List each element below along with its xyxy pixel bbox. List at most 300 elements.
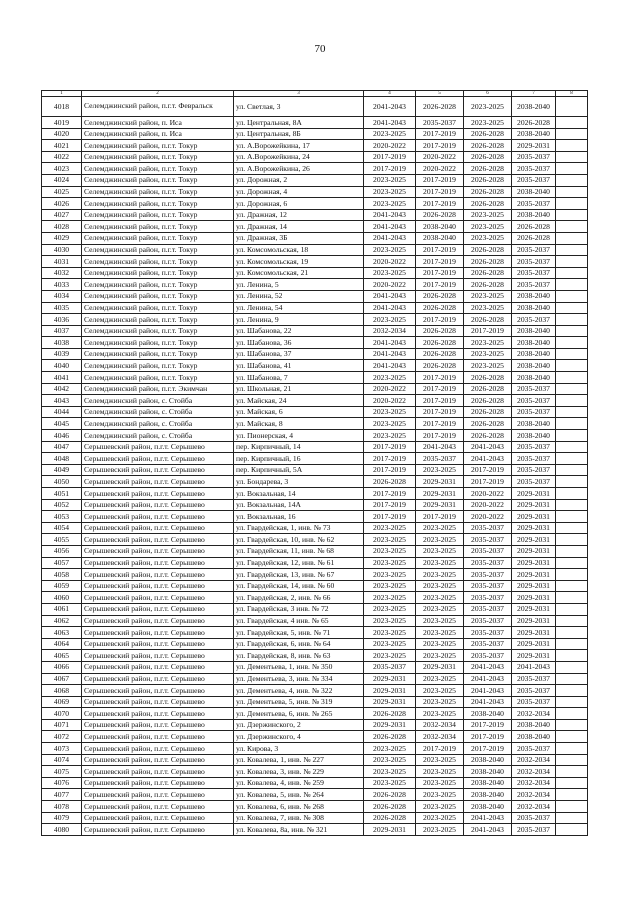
period-cell: 2017-2019 bbox=[464, 464, 512, 476]
table-row bbox=[42, 731, 588, 743]
table-row bbox=[42, 453, 588, 465]
street-address-cell: ул. Гвардейская, 5, инв. № 71 bbox=[234, 627, 364, 639]
table-row bbox=[42, 801, 588, 813]
row-number-cell: 4032 bbox=[42, 267, 82, 279]
period-cell: 2038-2040 bbox=[464, 754, 512, 766]
street-address-cell: ул. Гвардейская, 10, инв. № 62 bbox=[234, 534, 364, 546]
period-cell: 2023-2025 bbox=[364, 186, 416, 198]
street-address-cell: ул. Дражная, 14 bbox=[234, 221, 364, 233]
street-address-cell: пер. Кирпичный, 5А bbox=[234, 464, 364, 476]
period-cell: 2026-2028 bbox=[464, 267, 512, 279]
period-cell: 2017-2019 bbox=[416, 267, 464, 279]
period-cell: 2041-2043 bbox=[364, 117, 416, 129]
empty-cell bbox=[556, 511, 588, 523]
empty-cell bbox=[556, 708, 588, 720]
street-address-cell: ул. Вокзальная, 14А bbox=[234, 499, 364, 511]
table-row bbox=[42, 97, 588, 117]
period-cell: 2023-2025 bbox=[464, 209, 512, 221]
period-cell: 2038-2040 bbox=[512, 186, 556, 198]
table-row bbox=[42, 348, 588, 360]
street-address-cell: ул. Гвардейская, 8, инв. № 63 bbox=[234, 650, 364, 662]
address-locality-cell: Серышевский район, п.г.т. Серышево bbox=[82, 592, 234, 604]
row-number-cell: 4052 bbox=[42, 499, 82, 511]
empty-cell bbox=[556, 314, 588, 326]
street-address-cell: ул. Дементьева, 3, инв. № 334 bbox=[234, 673, 364, 685]
period-cell: 2029-2031 bbox=[512, 569, 556, 581]
period-cell: 2026-2028 bbox=[464, 256, 512, 268]
row-number-cell: 4037 bbox=[42, 325, 82, 337]
address-locality-cell: Серышевский район, п.г.т. Серышево bbox=[82, 522, 234, 534]
period-cell: 2017-2019 bbox=[416, 383, 464, 395]
period-cell: 2017-2019 bbox=[416, 279, 464, 291]
period-cell: 2035-2037 bbox=[464, 545, 512, 557]
empty-cell bbox=[556, 418, 588, 430]
period-cell: 2029-2031 bbox=[512, 603, 556, 615]
period-cell: 2029-2031 bbox=[364, 685, 416, 697]
period-cell: 2035-2037 bbox=[512, 464, 556, 476]
period-cell: 2026-2028 bbox=[416, 325, 464, 337]
period-cell: 2038-2040 bbox=[512, 360, 556, 372]
address-locality-cell: Селемджинский район, п.г.т. Токур bbox=[82, 337, 234, 349]
table-row bbox=[42, 777, 588, 789]
period-cell: 2017-2019 bbox=[416, 244, 464, 256]
table-row bbox=[42, 174, 588, 186]
table-row bbox=[42, 314, 588, 326]
period-cell: 2041-2043 bbox=[364, 348, 416, 360]
empty-cell bbox=[556, 754, 588, 766]
row-number-cell: 4072 bbox=[42, 731, 82, 743]
period-cell: 2023-2025 bbox=[364, 603, 416, 615]
row-number-cell: 4059 bbox=[42, 580, 82, 592]
period-cell: 2038-2040 bbox=[464, 801, 512, 813]
column-number: 3 bbox=[234, 91, 364, 97]
street-address-cell: ул. Ленина, 54 bbox=[234, 302, 364, 314]
period-cell: 2041-2043 bbox=[464, 673, 512, 685]
street-address-cell: ул. Дзержинского, 4 bbox=[234, 731, 364, 743]
row-number-cell: 4023 bbox=[42, 163, 82, 175]
table-row bbox=[42, 221, 588, 233]
row-number-cell: 4026 bbox=[42, 198, 82, 210]
period-cell: 2023-2025 bbox=[364, 592, 416, 604]
period-cell: 2038-2040 bbox=[464, 766, 512, 778]
row-number-cell: 4044 bbox=[42, 406, 82, 418]
row-number-cell: 4025 bbox=[42, 186, 82, 198]
period-cell: 2017-2019 bbox=[416, 198, 464, 210]
empty-cell bbox=[556, 522, 588, 534]
table-row bbox=[42, 418, 588, 430]
period-cell: 2023-2025 bbox=[416, 464, 464, 476]
period-cell: 2023-2025 bbox=[364, 743, 416, 755]
address-locality-cell: Селемджинский район, с. Стойба bbox=[82, 430, 234, 442]
row-number-cell: 4080 bbox=[42, 824, 82, 836]
row-number-cell: 4053 bbox=[42, 511, 82, 523]
period-cell: 2023-2025 bbox=[416, 569, 464, 581]
period-cell: 2023-2025 bbox=[416, 627, 464, 639]
row-number-cell: 4079 bbox=[42, 812, 82, 824]
street-address-cell: пер. Кирпичный, 14 bbox=[234, 441, 364, 453]
table-row bbox=[42, 441, 588, 453]
period-cell: 2029-2031 bbox=[364, 824, 416, 836]
address-locality-cell: Серышевский район, п.г.т. Серышево bbox=[82, 650, 234, 662]
period-cell: 2017-2019 bbox=[364, 488, 416, 500]
street-address-cell: ул. Кирова, 3 bbox=[234, 743, 364, 755]
address-locality-cell: Серышевский район, п.г.т. Серышево bbox=[82, 499, 234, 511]
period-cell: 2035-2037 bbox=[464, 592, 512, 604]
row-number-cell: 4033 bbox=[42, 279, 82, 291]
street-address-cell: ул. Комсомольская, 19 bbox=[234, 256, 364, 268]
period-cell: 2035-2037 bbox=[512, 406, 556, 418]
period-cell: 2041-2043 bbox=[364, 302, 416, 314]
period-cell: 2020-2022 bbox=[416, 151, 464, 163]
street-address-cell: ул. Шабанова, 36 bbox=[234, 337, 364, 349]
row-number-cell: 4019 bbox=[42, 117, 82, 129]
period-cell: 2035-2037 bbox=[512, 696, 556, 708]
period-cell: 2023-2025 bbox=[464, 360, 512, 372]
row-number-cell: 4067 bbox=[42, 673, 82, 685]
street-address-cell: ул. Центральная, 8Б bbox=[234, 128, 364, 140]
empty-cell bbox=[556, 325, 588, 337]
period-cell: 2023-2025 bbox=[364, 314, 416, 326]
period-cell: 2035-2037 bbox=[512, 151, 556, 163]
period-cell: 2020-2022 bbox=[464, 488, 512, 500]
period-cell: 2023-2025 bbox=[416, 824, 464, 836]
street-address-cell: ул. Ковалева, 5, инв. № 264 bbox=[234, 789, 364, 801]
empty-cell bbox=[556, 186, 588, 198]
empty-cell bbox=[556, 430, 588, 442]
table-row bbox=[42, 290, 588, 302]
street-address-cell: ул. Гвардейская, 1, инв. № 73 bbox=[234, 522, 364, 534]
period-cell: 2023-2025 bbox=[416, 603, 464, 615]
period-cell: 2017-2019 bbox=[416, 140, 464, 152]
period-cell: 2035-2037 bbox=[464, 569, 512, 581]
address-locality-cell: Селемджинский район, п.г.т. Токур bbox=[82, 279, 234, 291]
address-locality-cell: Селемджинский район, п.г.т. Токур bbox=[82, 221, 234, 233]
period-cell: 2023-2025 bbox=[364, 766, 416, 778]
period-cell: 2026-2028 bbox=[464, 163, 512, 175]
period-cell: 2026-2028 bbox=[416, 302, 464, 314]
period-cell: 2020-2022 bbox=[464, 511, 512, 523]
address-locality-cell: Селемджинский район, п.г.т. Токур bbox=[82, 151, 234, 163]
period-cell: 2029-2031 bbox=[512, 580, 556, 592]
period-cell: 2023-2025 bbox=[364, 777, 416, 789]
street-address-cell: ул. Пионерская, 4 bbox=[234, 430, 364, 442]
street-address-cell: ул. А.Ворожейкина, 26 bbox=[234, 163, 364, 175]
address-locality-cell: Селемджинский район, п.г.т. Токур bbox=[82, 302, 234, 314]
period-cell: 2029-2031 bbox=[416, 476, 464, 488]
table-row bbox=[42, 302, 588, 314]
period-cell: 2032-2034 bbox=[512, 777, 556, 789]
address-locality-cell: Селемджинский район, п.г.т. Экимчан bbox=[82, 383, 234, 395]
period-cell: 2026-2028 bbox=[464, 140, 512, 152]
empty-cell bbox=[556, 395, 588, 407]
address-locality-cell: Серышевский район, п.г.т. Серышево bbox=[82, 731, 234, 743]
period-cell: 2020-2022 bbox=[364, 256, 416, 268]
table-row bbox=[42, 708, 588, 720]
table-row bbox=[42, 151, 588, 163]
period-cell: 2041-2043 bbox=[464, 824, 512, 836]
period-cell: 2035-2037 bbox=[512, 812, 556, 824]
row-number-cell: 4058 bbox=[42, 569, 82, 581]
period-cell: 2017-2019 bbox=[464, 476, 512, 488]
period-cell: 2023-2025 bbox=[464, 97, 512, 117]
row-number-cell: 4030 bbox=[42, 244, 82, 256]
period-cell: 2017-2019 bbox=[464, 731, 512, 743]
address-locality-cell: Серышевский район, п.г.т. Серышево bbox=[82, 511, 234, 523]
address-locality-cell: Селемджинский район, п.г.т. Токур bbox=[82, 174, 234, 186]
period-cell: 2041-2043 bbox=[464, 696, 512, 708]
period-cell: 2017-2019 bbox=[364, 499, 416, 511]
period-cell: 2026-2028 bbox=[464, 430, 512, 442]
empty-cell bbox=[556, 140, 588, 152]
column-number: 1 bbox=[42, 91, 82, 97]
period-cell: 2023-2025 bbox=[416, 638, 464, 650]
street-address-cell: ул. Комсомольская, 21 bbox=[234, 267, 364, 279]
street-address-cell: ул. Дражная, 3Б bbox=[234, 232, 364, 244]
address-locality-cell: Селемджинский район, п.г.т. Токур bbox=[82, 140, 234, 152]
street-address-cell: ул. Гвардейская, 11, инв. № 68 bbox=[234, 545, 364, 557]
empty-cell bbox=[556, 383, 588, 395]
empty-cell bbox=[556, 638, 588, 650]
period-cell: 2032-2034 bbox=[416, 731, 464, 743]
period-cell: 2035-2037 bbox=[512, 174, 556, 186]
empty-cell bbox=[556, 824, 588, 836]
address-locality-cell: Серышевский район, п.г.т. Серышево bbox=[82, 824, 234, 836]
period-cell: 2020-2022 bbox=[464, 499, 512, 511]
period-cell: 2029-2031 bbox=[512, 534, 556, 546]
period-cell: 2029-2031 bbox=[512, 140, 556, 152]
row-number-cell: 4040 bbox=[42, 360, 82, 372]
period-cell: 2035-2037 bbox=[512, 743, 556, 755]
table-row bbox=[42, 522, 588, 534]
empty-cell bbox=[556, 372, 588, 384]
period-cell: 2023-2025 bbox=[416, 766, 464, 778]
empty-cell bbox=[556, 198, 588, 210]
empty-cell bbox=[556, 464, 588, 476]
address-locality-cell: Серышевский район, п.г.т. Серышево bbox=[82, 476, 234, 488]
empty-cell bbox=[556, 360, 588, 372]
row-number-cell: 4070 bbox=[42, 708, 82, 720]
street-address-cell: ул. Комсомольская, 18 bbox=[234, 244, 364, 256]
row-number-cell: 4042 bbox=[42, 383, 82, 395]
period-cell: 2026-2028 bbox=[416, 97, 464, 117]
period-cell: 2023-2025 bbox=[416, 789, 464, 801]
row-number-cell: 4027 bbox=[42, 209, 82, 221]
table-row bbox=[42, 279, 588, 291]
period-cell: 2035-2037 bbox=[416, 117, 464, 129]
period-cell: 2029-2031 bbox=[512, 592, 556, 604]
period-cell: 2017-2019 bbox=[416, 418, 464, 430]
street-address-cell: ул. Майская, 6 bbox=[234, 406, 364, 418]
table-row bbox=[42, 209, 588, 221]
row-number-cell: 4024 bbox=[42, 174, 82, 186]
table-row bbox=[42, 812, 588, 824]
table-row bbox=[42, 673, 588, 685]
street-address-cell: ул. Ленина, 9 bbox=[234, 314, 364, 326]
row-number-cell: 4055 bbox=[42, 534, 82, 546]
address-locality-cell: Серышевский район, п.г.т. Серышево bbox=[82, 580, 234, 592]
period-cell: 2023-2025 bbox=[464, 232, 512, 244]
table-row bbox=[42, 650, 588, 662]
empty-cell bbox=[556, 673, 588, 685]
period-cell: 2029-2031 bbox=[512, 488, 556, 500]
period-cell: 2035-2037 bbox=[512, 267, 556, 279]
row-number-cell: 4076 bbox=[42, 777, 82, 789]
column-number: 2 bbox=[82, 91, 234, 97]
table-row bbox=[42, 163, 588, 175]
column-number: 8 bbox=[556, 91, 588, 97]
address-locality-cell: Серышевский район, п.г.т. Серышево bbox=[82, 627, 234, 639]
street-address-cell: ул. Ковалева, 4, инв. № 259 bbox=[234, 777, 364, 789]
empty-cell bbox=[556, 719, 588, 731]
row-number-cell: 4061 bbox=[42, 603, 82, 615]
period-cell: 2023-2025 bbox=[364, 615, 416, 627]
period-cell: 2041-2043 bbox=[416, 441, 464, 453]
period-cell: 2023-2025 bbox=[364, 627, 416, 639]
address-locality-cell: Серышевский район, п.г.т. Серышево bbox=[82, 743, 234, 755]
table-row bbox=[42, 198, 588, 210]
street-address-cell: ул. Майская, 8 bbox=[234, 418, 364, 430]
column-number: 7 bbox=[512, 91, 556, 97]
period-cell: 2038-2040 bbox=[512, 290, 556, 302]
table-row bbox=[42, 476, 588, 488]
empty-cell bbox=[556, 232, 588, 244]
row-number-cell: 4041 bbox=[42, 372, 82, 384]
period-cell: 2041-2043 bbox=[364, 360, 416, 372]
period-cell: 2035-2037 bbox=[464, 522, 512, 534]
row-number-cell: 4039 bbox=[42, 348, 82, 360]
address-locality-cell: Селемджинский район, п.г.т. Токур bbox=[82, 209, 234, 221]
period-cell: 2023-2025 bbox=[416, 522, 464, 534]
period-cell: 2038-2040 bbox=[512, 97, 556, 117]
table-row bbox=[42, 824, 588, 836]
period-cell: 2029-2031 bbox=[512, 511, 556, 523]
empty-cell bbox=[556, 557, 588, 569]
period-cell: 2023-2025 bbox=[416, 615, 464, 627]
street-address-cell: ул. Вокзальная, 16 bbox=[234, 511, 364, 523]
empty-cell bbox=[556, 151, 588, 163]
period-cell: 2023-2025 bbox=[416, 685, 464, 697]
empty-cell bbox=[556, 406, 588, 418]
period-cell: 2038-2040 bbox=[464, 777, 512, 789]
period-cell: 2023-2025 bbox=[464, 221, 512, 233]
period-cell: 2041-2043 bbox=[464, 441, 512, 453]
street-address-cell: ул. Майская, 24 bbox=[234, 395, 364, 407]
row-number-cell: 4074 bbox=[42, 754, 82, 766]
address-locality-cell: Серышевский район, п.г.т. Серышево bbox=[82, 557, 234, 569]
period-cell: 2023-2025 bbox=[464, 337, 512, 349]
street-address-cell: ул. Бондарева, 3 bbox=[234, 476, 364, 488]
empty-cell bbox=[556, 731, 588, 743]
period-cell: 2023-2025 bbox=[416, 580, 464, 592]
period-cell: 2035-2037 bbox=[512, 673, 556, 685]
period-cell: 2026-2028 bbox=[464, 186, 512, 198]
row-number-cell: 4065 bbox=[42, 650, 82, 662]
address-locality-cell: Селемджинский район, п.г.т. Токур bbox=[82, 314, 234, 326]
table-row bbox=[42, 719, 588, 731]
empty-cell bbox=[556, 545, 588, 557]
period-cell: 2035-2037 bbox=[512, 198, 556, 210]
street-address-cell: ул. Дементьева, 5, инв. № 319 bbox=[234, 696, 364, 708]
period-cell: 2023-2025 bbox=[364, 522, 416, 534]
period-cell: 2023-2025 bbox=[364, 244, 416, 256]
empty-cell bbox=[556, 488, 588, 500]
period-cell: 2035-2037 bbox=[464, 615, 512, 627]
table-row bbox=[42, 511, 588, 523]
empty-cell bbox=[556, 580, 588, 592]
period-cell: 2023-2025 bbox=[364, 198, 416, 210]
address-locality-cell: Серышевский район, п.г.т. Серышево bbox=[82, 453, 234, 465]
row-number-cell: 4035 bbox=[42, 302, 82, 314]
period-cell: 2035-2037 bbox=[464, 650, 512, 662]
table-body bbox=[42, 97, 588, 836]
table-row bbox=[42, 337, 588, 349]
period-cell: 2026-2028 bbox=[464, 244, 512, 256]
period-cell: 2026-2028 bbox=[364, 731, 416, 743]
table-row bbox=[42, 360, 588, 372]
address-locality-cell: Селемджинский район, п. Иса bbox=[82, 128, 234, 140]
address-locality-cell: Селемджинский район, с. Стойба bbox=[82, 418, 234, 430]
table-row bbox=[42, 661, 588, 673]
period-cell: 2029-2031 bbox=[512, 557, 556, 569]
empty-cell bbox=[556, 685, 588, 697]
period-cell: 2026-2028 bbox=[364, 708, 416, 720]
street-address-cell: ул. А.Ворожейкина, 24 bbox=[234, 151, 364, 163]
period-cell: 2026-2028 bbox=[364, 476, 416, 488]
table-row bbox=[42, 383, 588, 395]
address-locality-cell: Селемджинский район, п.г.т. Февральск bbox=[82, 97, 234, 117]
address-locality-cell: Серышевский район, п.г.т. Серышево bbox=[82, 777, 234, 789]
period-cell: 2023-2025 bbox=[416, 592, 464, 604]
address-locality-cell: Селемджинский район, п.г.т. Токур bbox=[82, 244, 234, 256]
page-number: 70 bbox=[314, 43, 326, 55]
period-cell: 2035-2037 bbox=[512, 824, 556, 836]
address-locality-cell: Серышевский район, п.г.т. Серышево bbox=[82, 464, 234, 476]
row-number-cell: 4022 bbox=[42, 151, 82, 163]
period-cell: 2038-2040 bbox=[512, 128, 556, 140]
period-cell: 2017-2019 bbox=[416, 314, 464, 326]
table-row bbox=[42, 267, 588, 279]
period-cell: 2017-2019 bbox=[364, 151, 416, 163]
period-cell: 2035-2037 bbox=[512, 685, 556, 697]
period-cell: 2023-2025 bbox=[416, 801, 464, 813]
period-cell: 2023-2025 bbox=[364, 754, 416, 766]
table-row bbox=[42, 685, 588, 697]
row-number-cell: 4018 bbox=[42, 97, 82, 117]
street-address-cell: ул. Гвардейская, 2, инв. № 66 bbox=[234, 592, 364, 604]
period-cell: 2017-2019 bbox=[364, 163, 416, 175]
period-cell: 2026-2028 bbox=[464, 383, 512, 395]
period-cell: 2035-2037 bbox=[512, 441, 556, 453]
period-cell: 2038-2040 bbox=[416, 221, 464, 233]
street-address-cell: ул. А.Ворожейкина, 17 bbox=[234, 140, 364, 152]
address-locality-cell: Селемджинский район, с. Стойба bbox=[82, 395, 234, 407]
street-address-cell: ул. Шабанова, 22 bbox=[234, 325, 364, 337]
empty-cell bbox=[556, 766, 588, 778]
period-cell: 2041-2043 bbox=[464, 812, 512, 824]
period-cell: 2026-2028 bbox=[416, 209, 464, 221]
address-locality-cell: Серышевский район, п.г.т. Серышево bbox=[82, 766, 234, 778]
period-cell: 2020-2022 bbox=[364, 140, 416, 152]
table-row bbox=[42, 638, 588, 650]
period-cell: 2017-2019 bbox=[364, 441, 416, 453]
table-row bbox=[42, 627, 588, 639]
period-cell: 2026-2028 bbox=[512, 117, 556, 129]
row-number-cell: 4063 bbox=[42, 627, 82, 639]
table-row bbox=[42, 395, 588, 407]
registry-table bbox=[41, 90, 588, 836]
period-cell: 2035-2037 bbox=[512, 476, 556, 488]
address-locality-cell: Серышевский район, п.г.т. Серышево bbox=[82, 789, 234, 801]
